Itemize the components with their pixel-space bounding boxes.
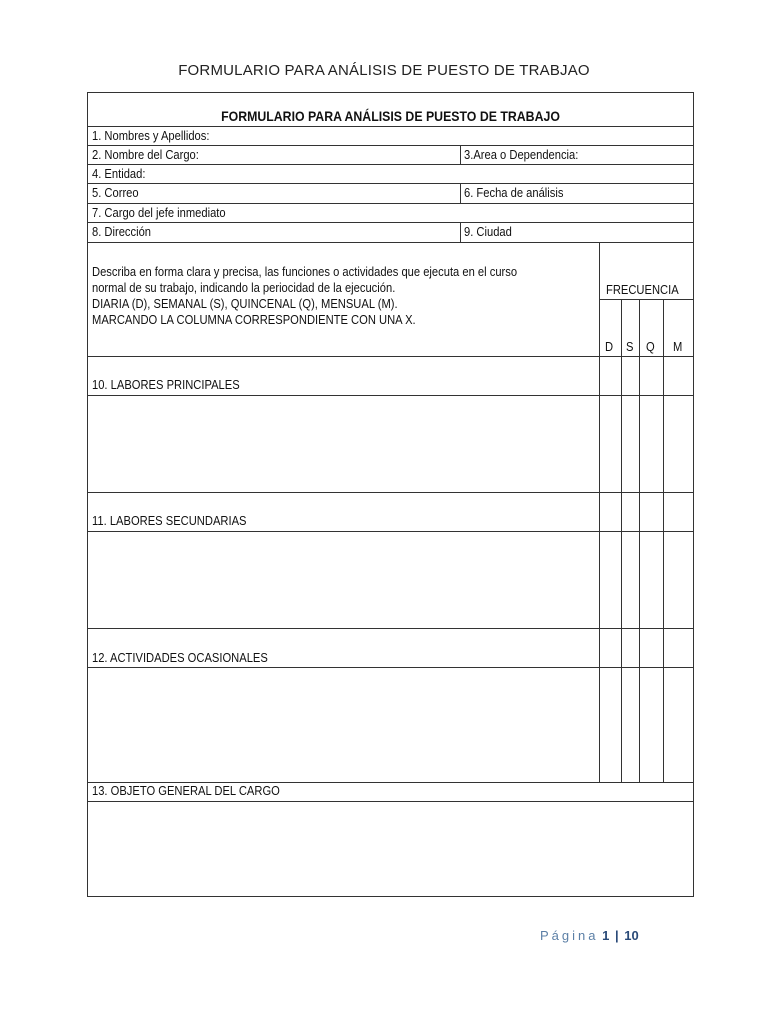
frequency-col-d: D	[605, 339, 614, 354]
section-actividades-ocasionales: 12. ACTIVIDADES OCASIONALES	[92, 650, 268, 665]
field-correo: 5. Correo	[92, 185, 139, 200]
instructions-line-4: MARCANDO LA COLUMNA CORRESPONDIENTE CON UNA X.	[92, 312, 416, 327]
page-word: Página	[540, 928, 599, 943]
page-number: 1	[602, 928, 610, 943]
instructions-line-3: DIARIA (D), SEMANAL (S), QUINCENAL (Q), MENSUAL (M).	[92, 296, 398, 311]
instructions-line-1: Describa en forma clara y precisa, las funciones o actividades que ejecuta en el curso	[92, 264, 518, 279]
frequency-col-divider	[663, 299, 664, 782]
field-ciudad: 9. Ciudad	[464, 224, 512, 239]
section-labores-secundarias: 11. LABORES SECUNDARIAS	[92, 513, 247, 528]
frequency-col-divider	[639, 299, 640, 782]
row-divider	[88, 222, 693, 223]
frequency-label: FRECUENCIA	[606, 282, 679, 297]
field-entidad: 4. Entidad:	[92, 166, 146, 181]
row-divider	[88, 183, 693, 184]
row-divider	[88, 242, 693, 243]
field-fecha: 6. Fecha de análisis	[464, 185, 564, 200]
page-footer	[540, 928, 639, 943]
field-direccion: 8. Dirección	[92, 224, 152, 239]
row-divider	[88, 801, 693, 802]
section-labores-principales: 10. LABORES PRINCIPALES	[92, 377, 240, 392]
instructions-line-2: normal de su trabajo, indicando la periocidad de la ejecución.	[92, 280, 396, 295]
row-divider	[88, 164, 693, 165]
frequency-col-divider	[599, 242, 600, 782]
frequency-col-m: M	[673, 339, 683, 354]
job-analysis-form	[87, 92, 694, 897]
section-objeto-general: 13. OBJETO GENERAL DEL CARGO	[92, 783, 280, 798]
field-nombres: 1. Nombres y Apellidos:	[92, 128, 210, 143]
row-divider	[88, 356, 693, 357]
col-divider	[460, 183, 461, 203]
row-divider	[88, 667, 693, 668]
page-separator: |	[614, 928, 619, 943]
page-header: FORMULARIO PARA ANÁLISIS DE PUESTO DE TRABJAO	[178, 62, 590, 79]
frequency-divider	[599, 299, 693, 300]
col-divider	[460, 145, 461, 164]
field-cargo: 2. Nombre del Cargo:	[92, 147, 199, 162]
frequency-col-q: Q	[646, 339, 655, 354]
frequency-col-divider	[621, 299, 622, 782]
row-divider	[88, 531, 693, 532]
row-divider	[88, 126, 693, 127]
field-area: 3.Area o Dependencia:	[464, 147, 579, 162]
row-divider	[88, 492, 693, 493]
row-divider	[88, 628, 693, 629]
col-divider	[460, 222, 461, 242]
form-title: FORMULARIO PARA ANÁLISIS DE PUESTO DE TRABAJO	[221, 108, 560, 124]
field-jefe: 7. Cargo del jefe inmediato	[92, 205, 226, 220]
row-divider	[88, 145, 693, 146]
total-pages: 10	[624, 928, 639, 943]
frequency-col-s: S	[626, 339, 634, 354]
row-divider	[88, 203, 693, 204]
row-divider	[88, 395, 693, 396]
